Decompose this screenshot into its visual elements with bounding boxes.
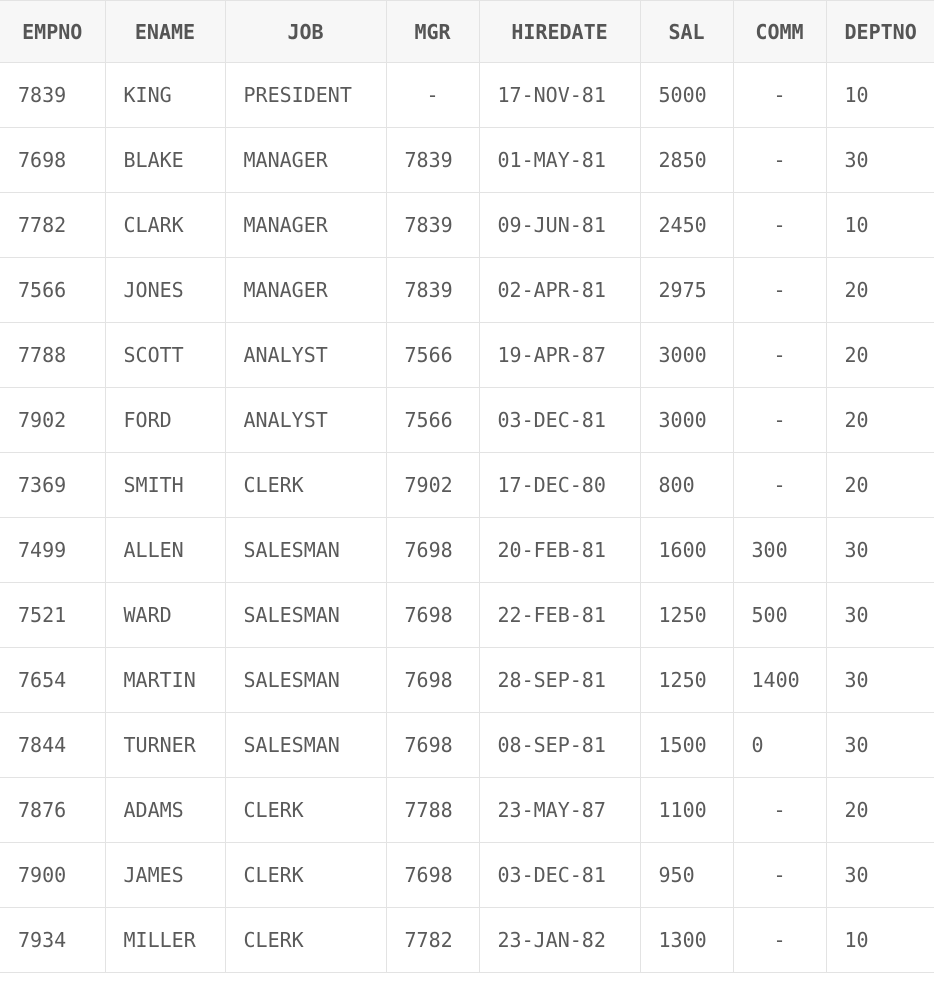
cell-job: SALESMAN (225, 583, 386, 648)
cell-deptno: 30 (826, 648, 934, 713)
cell-job: PRESIDENT (225, 63, 386, 128)
cell-sal: 2975 (640, 258, 733, 323)
cell-deptno: 10 (826, 908, 934, 973)
cell-deptno: 20 (826, 258, 934, 323)
cell-empno: 7934 (0, 908, 105, 973)
cell-deptno: 10 (826, 193, 934, 258)
cell-empno: 7654 (0, 648, 105, 713)
cell-mgr: - (386, 63, 479, 128)
cell-comm: - (733, 843, 826, 908)
cell-mgr: 7788 (386, 778, 479, 843)
table-body (0, 63, 934, 973)
cell-empno: 7839 (0, 63, 105, 128)
cell-deptno: 20 (826, 388, 934, 453)
cell-comm: - (733, 388, 826, 453)
cell-empno: 7499 (0, 518, 105, 583)
cell-empno: 7521 (0, 583, 105, 648)
cell-ename: TURNER (105, 713, 225, 778)
cell-mgr: 7698 (386, 713, 479, 778)
cell-empno: 7369 (0, 453, 105, 518)
cell-job: MANAGER (225, 128, 386, 193)
table-row (0, 128, 934, 193)
cell-empno: 7698 (0, 128, 105, 193)
cell-hiredate: 22-FEB-81 (479, 583, 640, 648)
cell-comm: - (733, 908, 826, 973)
cell-hiredate: 08-SEP-81 (479, 713, 640, 778)
table-row (0, 713, 934, 778)
cell-sal: 1100 (640, 778, 733, 843)
cell-hiredate: 23-MAY-87 (479, 778, 640, 843)
cell-comm: - (733, 193, 826, 258)
cell-job: CLERK (225, 453, 386, 518)
cell-hiredate: 20-FEB-81 (479, 518, 640, 583)
cell-sal: 3000 (640, 388, 733, 453)
cell-sal: 1500 (640, 713, 733, 778)
cell-job: CLERK (225, 908, 386, 973)
cell-job: CLERK (225, 778, 386, 843)
cell-sal: 3000 (640, 323, 733, 388)
cell-comm: 1400 (733, 648, 826, 713)
cell-mgr: 7698 (386, 518, 479, 583)
table-row (0, 908, 934, 973)
cell-ename: FORD (105, 388, 225, 453)
cell-ename: ADAMS (105, 778, 225, 843)
cell-job: SALESMAN (225, 518, 386, 583)
cell-job: CLERK (225, 843, 386, 908)
cell-job: SALESMAN (225, 648, 386, 713)
cell-empno: 7844 (0, 713, 105, 778)
cell-hiredate: 02-APR-81 (479, 258, 640, 323)
cell-sal: 1250 (640, 648, 733, 713)
cell-deptno: 30 (826, 128, 934, 193)
cell-empno: 7782 (0, 193, 105, 258)
table-row (0, 63, 934, 128)
cell-sal: 2450 (640, 193, 733, 258)
cell-job: SALESMAN (225, 713, 386, 778)
column-header-mgr: MGR (386, 1, 479, 63)
cell-job: MANAGER (225, 193, 386, 258)
column-header-empno: EMPNO (0, 1, 105, 63)
cell-mgr: 7782 (386, 908, 479, 973)
cell-mgr: 7698 (386, 843, 479, 908)
cell-mgr: 7839 (386, 258, 479, 323)
cell-comm: - (733, 258, 826, 323)
cell-hiredate: 28-SEP-81 (479, 648, 640, 713)
column-header-deptno: DEPTNO (826, 1, 934, 63)
cell-deptno: 30 (826, 583, 934, 648)
cell-mgr: 7839 (386, 193, 479, 258)
cell-empno: 7900 (0, 843, 105, 908)
table-row (0, 388, 934, 453)
cell-deptno: 30 (826, 843, 934, 908)
table-row (0, 648, 934, 713)
table-row (0, 193, 934, 258)
cell-hiredate: 03-DEC-81 (479, 843, 640, 908)
cell-sal: 1300 (640, 908, 733, 973)
cell-comm: 0 (733, 713, 826, 778)
table-row (0, 778, 934, 843)
cell-hiredate: 17-NOV-81 (479, 63, 640, 128)
column-header-sal: SAL (640, 1, 733, 63)
cell-deptno: 20 (826, 323, 934, 388)
cell-comm: 500 (733, 583, 826, 648)
cell-ename: KING (105, 63, 225, 128)
cell-hiredate: 17-DEC-80 (479, 453, 640, 518)
column-header-comm: COMM (733, 1, 826, 63)
cell-comm: - (733, 128, 826, 193)
cell-mgr: 7839 (386, 128, 479, 193)
cell-ename: SCOTT (105, 323, 225, 388)
cell-empno: 7566 (0, 258, 105, 323)
cell-comm: - (733, 778, 826, 843)
table-header (0, 1, 934, 63)
cell-deptno: 20 (826, 453, 934, 518)
cell-ename: JAMES (105, 843, 225, 908)
cell-ename: SMITH (105, 453, 225, 518)
table-row (0, 843, 934, 908)
cell-ename: CLARK (105, 193, 225, 258)
column-header-hiredate: HIREDATE (479, 1, 640, 63)
table-row (0, 583, 934, 648)
cell-job: MANAGER (225, 258, 386, 323)
cell-empno: 7788 (0, 323, 105, 388)
cell-sal: 2850 (640, 128, 733, 193)
cell-deptno: 30 (826, 713, 934, 778)
cell-empno: 7902 (0, 388, 105, 453)
cell-empno: 7876 (0, 778, 105, 843)
cell-mgr: 7698 (386, 648, 479, 713)
cell-hiredate: 03-DEC-81 (479, 388, 640, 453)
cell-job: ANALYST (225, 388, 386, 453)
cell-comm: - (733, 323, 826, 388)
cell-sal: 950 (640, 843, 733, 908)
table-row (0, 453, 934, 518)
cell-job: ANALYST (225, 323, 386, 388)
cell-sal: 1600 (640, 518, 733, 583)
cell-comm: 300 (733, 518, 826, 583)
cell-mgr: 7902 (386, 453, 479, 518)
cell-hiredate: 09-JUN-81 (479, 193, 640, 258)
cell-ename: MARTIN (105, 648, 225, 713)
table-row (0, 518, 934, 583)
cell-sal: 1250 (640, 583, 733, 648)
cell-deptno: 20 (826, 778, 934, 843)
cell-comm: - (733, 453, 826, 518)
cell-sal: 5000 (640, 63, 733, 128)
cell-comm: - (733, 63, 826, 128)
cell-hiredate: 23-JAN-82 (479, 908, 640, 973)
cell-ename: JONES (105, 258, 225, 323)
cell-ename: MILLER (105, 908, 225, 973)
cell-hiredate: 19-APR-87 (479, 323, 640, 388)
cell-mgr: 7566 (386, 323, 479, 388)
cell-ename: WARD (105, 583, 225, 648)
column-header-ename: ENAME (105, 1, 225, 63)
table-row (0, 323, 934, 388)
cell-deptno: 10 (826, 63, 934, 128)
header-row (0, 1, 934, 63)
cell-ename: ALLEN (105, 518, 225, 583)
cell-mgr: 7698 (386, 583, 479, 648)
column-header-job: JOB (225, 1, 386, 63)
cell-sal: 800 (640, 453, 733, 518)
cell-ename: BLAKE (105, 128, 225, 193)
cell-mgr: 7566 (386, 388, 479, 453)
cell-hiredate: 01-MAY-81 (479, 128, 640, 193)
table-row (0, 258, 934, 323)
cell-deptno: 30 (826, 518, 934, 583)
